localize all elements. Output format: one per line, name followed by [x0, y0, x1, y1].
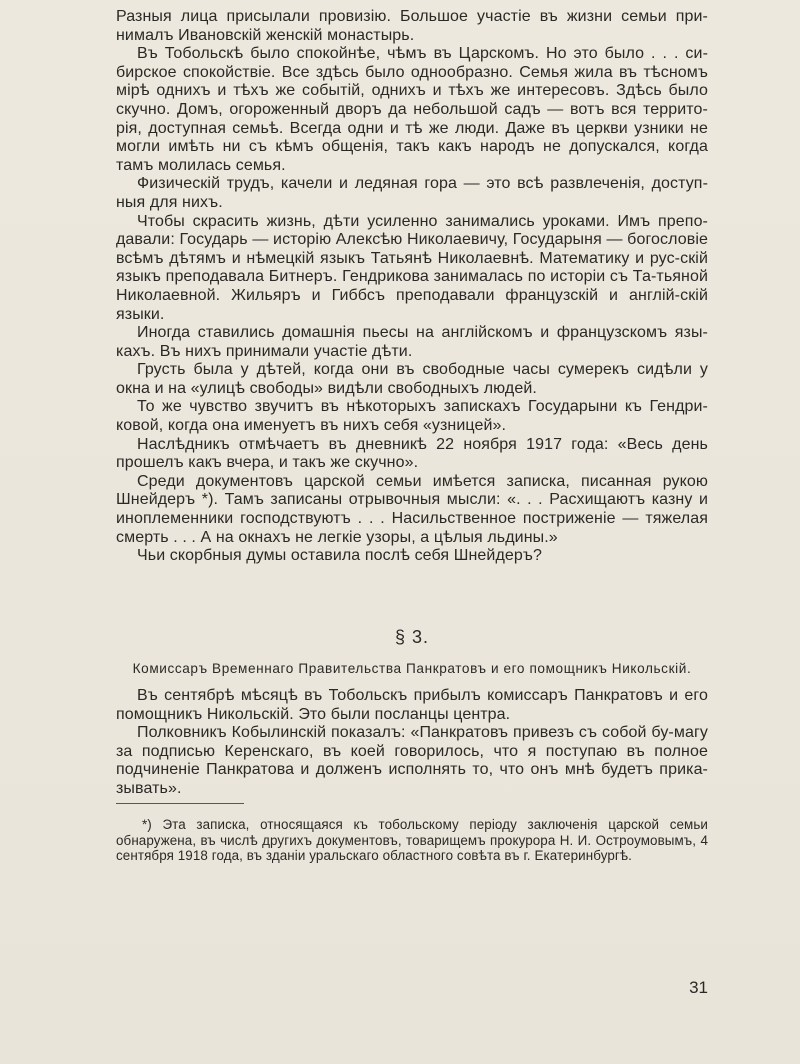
- footnote-divider: [116, 803, 244, 804]
- paragraph-schneider-question: Чьи скорбныя думы оставила послѣ себя Шнейдеръ?: [137, 547, 542, 565]
- section-title: Комиссаръ Временнаго Правительства Панкратовъ и его помощникъ Никольскій.: [132, 661, 692, 677]
- paragraph-tobolsk-calm: Въ Тобольскѣ было спокойнѣе, чѣмъ въ Царскомъ. Но это было . . . си-бирское спокойствіе. Все здѣсь было однообразно. Семья жила въ тѣсномъ мірѣ однихъ и тѣхъ же событій, однихъ и тѣхъ же интересовъ. Здѣсь было скучно. Домъ, огороженный дворъ да небольшой садъ — вотъ вся террито-рія, доступная семьѣ. Всегда одни и тѣ же люди. Даже въ церкви узники не могли имѣть ни съ кѣмъ общенія, такъ какъ народъ не допускался, когда тамъ молилась семья.: [116, 45, 708, 174]
- page-number: 31: [689, 978, 708, 997]
- paragraph-home-plays: Иногда ставились домашнія пьесы на англійскомъ и французскомъ язы-кахъ. Въ нихъ принимали участіе дѣти.: [116, 324, 708, 360]
- paragraph-empress-notes: То же чувство звучитъ въ нѣкоторыхъ запискахъ Государыни къ Гендри-ковой, когда она именуетъ въ нихъ себя «узницей».: [116, 398, 708, 435]
- footnote: *) Эта записка, относящаяся къ тобольскому періоду заключенія царской семьи обнаружена, въ числѣ другихъ документовъ, товарищемъ прокурора Н. И. Остроумовымъ, 4 сентября 1918 года, въ зданіи уральскаго областного совѣта въ г. Екатеринбургѣ.: [116, 816, 708, 864]
- section-mark: § 3.: [394, 626, 430, 647]
- paragraph-schneider-note: Среди документовъ царской семьи имѣется записка, писанная рукою Шнейдеръ *). Тамъ записаны отрывочныя мысли: «. . . Расхищаютъ казну и иноплеменники господствуютъ . . . Насильственное постриженіе — тяжелая смерть . . . А на окнахъ не легкіе узоры, а цѣлыя льдины.»: [116, 472, 708, 546]
- paragraph-children-sadness: Грусть была у дѣтей, когда они въ свободные часы сумерекъ сидѣли у окна и на «улицѣ свободы» видѣли свободныхъ людей.: [116, 361, 708, 397]
- paragraph-heir-diary: Наслѣдникъ отмѣчаетъ въ дневникѣ 22 ноября 1917 года: «Весь день прошелъ какъ вчера, и такъ же скучно».: [116, 435, 708, 472]
- paragraph-lessons: Чтобы скрасить жизнь, дѣти усиленно занимались уроками. Имъ препо-давали: Государь — исторію Алексѣю Николаевичу, Государыня — богословіе всѣмъ дѣтямъ и нѣмецкій языкъ Татьянѣ Николаевнѣ. Математику и рус-скій языкъ преподавала Битнеръ. Гендрикова занималась по исторіи съ Та-тьяной Николаевной. Жильяръ и Гиббсъ преподавали французскій и англій-скій языки.: [116, 212, 708, 323]
- page-body: [116, 8, 708, 877]
- paragraph-kobylinsky-testimony: Полковникъ Кобылинскій показалъ: «Панкратовъ привезъ съ собой бу-магу за подписью Керенскаго, въ коей говорилось, что я поступаю въ полное подчиненіе Панкратова и долженъ исполнять то, что онъ мнѣ будетъ прика-зывать».: [116, 724, 708, 797]
- paragraph-provisions: Разныя лица присылали провизію. Большое участіе въ жизни семьи при-нималъ Ивановскій женскій монастырь.: [116, 8, 708, 44]
- paragraph-pankratov-arrival: Въ сентябрѣ мѣсяцѣ въ Тобольскъ прибылъ комиссаръ Панкратовъ и его помощникъ Никольскій. Это были посланцы центра.: [116, 687, 708, 723]
- paragraph-physical-labor: Физическій трудъ, качели и ледяная гора — это всѣ развлеченія, доступ-ныя для нихъ.: [116, 175, 708, 211]
